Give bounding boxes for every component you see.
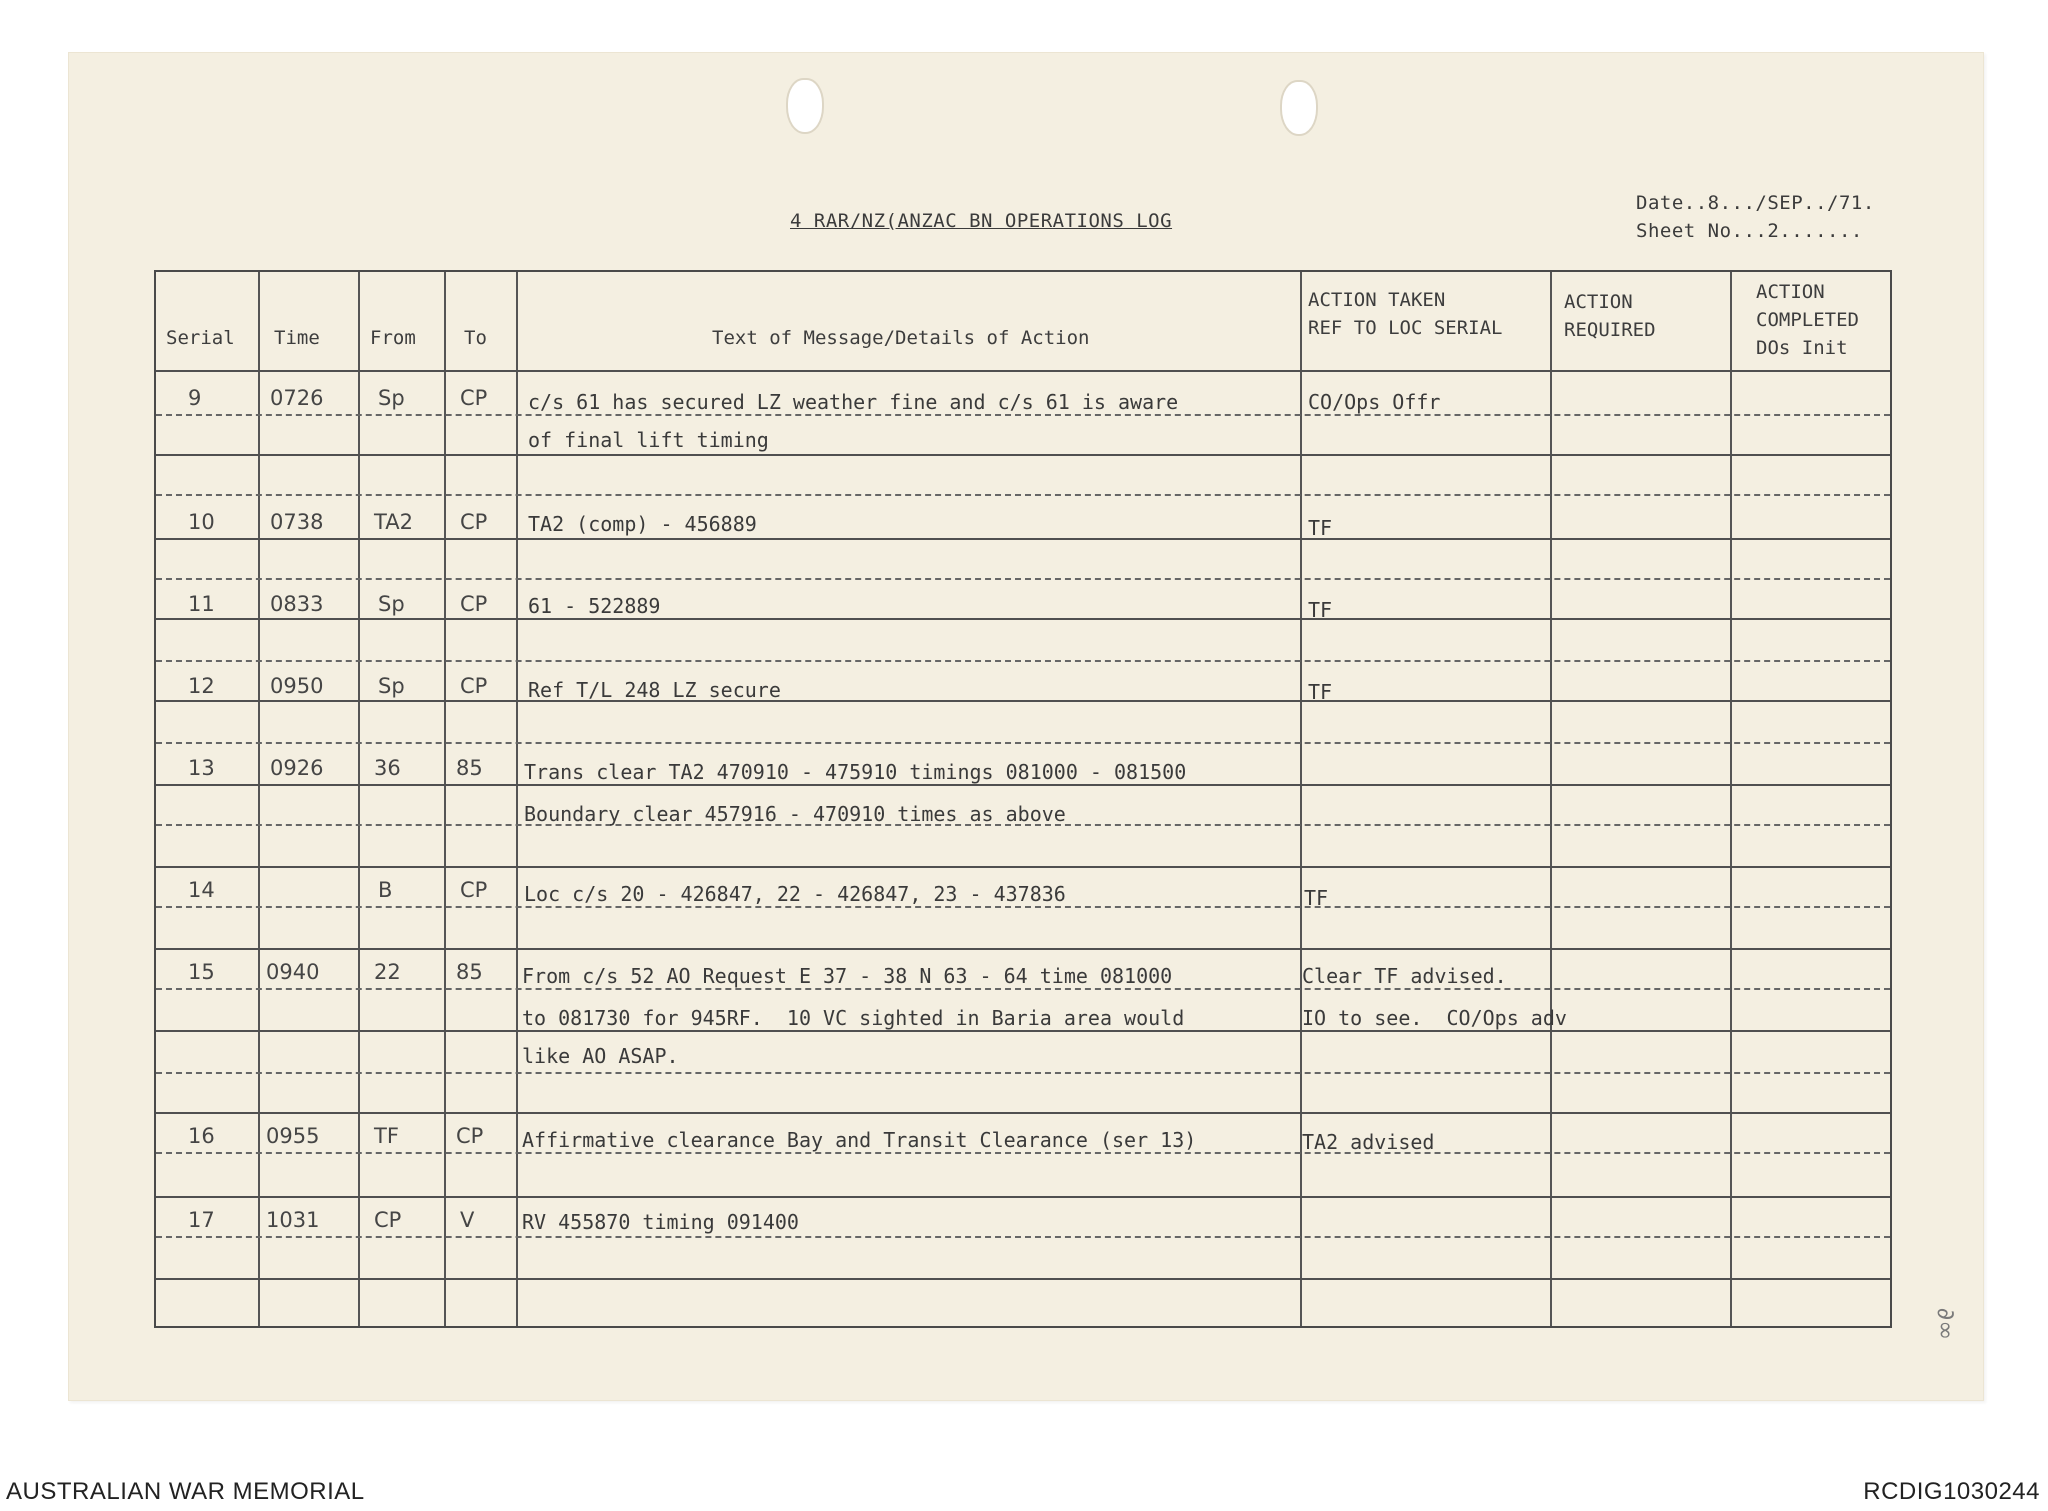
operations-log-table [154, 270, 1892, 1328]
entry-from: TF [374, 1124, 399, 1148]
entry-time: 1031 [266, 1208, 320, 1232]
entry-text-line: Affirmative clearance Bay and Transit Clearance (ser 13) [522, 1128, 1197, 1152]
column-header-to: To [464, 327, 487, 349]
entry-to: V [460, 1208, 475, 1232]
entry-from: TA2 [374, 510, 413, 534]
entry-action-taken: TF [1308, 598, 1333, 622]
entry-text-line: Boundary clear 457916 - 470910 times as above [524, 802, 1066, 826]
log-title: 4 RAR/NZ(ANZAC BN OPERATIONS LOG [790, 210, 1173, 232]
entry-serial: 9 [188, 386, 202, 410]
entry-serial: 15 [188, 960, 215, 984]
row-rule [156, 414, 1890, 416]
entry-action-taken: TF [1308, 516, 1333, 540]
row-rule [156, 618, 1890, 620]
row-rule [156, 1278, 1890, 1280]
row-rule [156, 742, 1890, 744]
column-header-from: From [370, 327, 416, 349]
entry-serial: 12 [188, 674, 215, 698]
entry-to: 85 [456, 756, 483, 780]
entry-from: 22 [374, 960, 401, 984]
entry-to: CP [460, 510, 488, 534]
row-rule [156, 1196, 1890, 1198]
column-header-text: Text of Message/Details of Action [712, 327, 1090, 349]
row-rule [156, 906, 1890, 908]
entry-text-line: c/s 61 has secured LZ weather fine and c/s 61 is aware [528, 390, 1179, 414]
row-rule [156, 1030, 1890, 1032]
sheet-number: Sheet No...2....... [1636, 220, 1863, 242]
row-rule [156, 1236, 1890, 1238]
row-rule [156, 538, 1890, 540]
row-rule [156, 784, 1890, 786]
entry-action-taken: Clear TF advised. [1302, 964, 1507, 988]
row-rule [156, 988, 1890, 990]
entry-action-taken: TA2 advised [1302, 1130, 1435, 1154]
header-rule [156, 370, 1890, 372]
pencil-mark: ∂∞ [1932, 1307, 1961, 1341]
scan-background [0, 0, 2048, 52]
column-divider [258, 272, 260, 1326]
column-divider [358, 272, 360, 1326]
entry-to: CP [460, 674, 488, 698]
entry-text-line: Ref T/L 248 LZ secure [528, 678, 781, 702]
entry-serial: 11 [188, 592, 215, 616]
entry-from: CP [374, 1208, 402, 1232]
row-rule [156, 866, 1890, 868]
entry-text-line: Trans clear TA2 470910 - 475910 timings 081000 - 081500 [524, 760, 1187, 784]
log-date: Date..8.../SEP../71. [1636, 192, 1875, 214]
entry-time: 0950 [270, 674, 324, 698]
entry-serial: 10 [188, 510, 215, 534]
entry-serial: 13 [188, 756, 215, 780]
entry-from: B [378, 878, 393, 902]
entry-action-taken: TF [1304, 886, 1329, 910]
column-divider [1550, 272, 1552, 1326]
column-divider [444, 272, 446, 1326]
entry-serial: 14 [188, 878, 215, 902]
column-header-serial: Serial [166, 327, 235, 349]
entry-time: 0738 [270, 510, 324, 534]
entry-text-line: From c/s 52 AO Request E 37 - 38 N 63 - 64 time 081000 [522, 964, 1173, 988]
column-header-action-taken: ACTION TAKEN [1308, 289, 1446, 311]
row-rule [156, 494, 1890, 496]
entry-text-line: 61 - 522889 [528, 594, 661, 618]
entry-time: 0955 [266, 1124, 320, 1148]
row-rule [156, 700, 1890, 702]
column-divider [516, 272, 518, 1326]
column-divider [1730, 272, 1732, 1326]
column-header-action-required-2: REQUIRED [1564, 319, 1656, 341]
entry-action-taken: IO to see. CO/Ops adv [1302, 1006, 1567, 1030]
entry-text-line: RV 455870 timing 091400 [522, 1210, 799, 1234]
entry-text-line: TA2 (comp) - 456889 [528, 512, 757, 536]
entry-from: Sp [378, 592, 405, 616]
entry-action-taken: CO/Ops Offr [1308, 390, 1441, 414]
entry-text-line: Loc c/s 20 - 426847, 22 - 426847, 23 - 437836 [524, 882, 1066, 906]
entry-from: Sp [378, 386, 405, 410]
column-header-action-completed-3: DOs Init [1756, 337, 1848, 359]
row-rule [156, 578, 1890, 580]
row-rule [156, 1112, 1890, 1114]
entry-text-line: like AO ASAP. [522, 1044, 679, 1068]
entry-time: 0940 [266, 960, 320, 984]
entry-to: CP [460, 386, 488, 410]
entry-from: 36 [374, 756, 401, 780]
row-rule [156, 660, 1890, 662]
row-rule [156, 1152, 1890, 1154]
column-header-action-completed: ACTION [1756, 281, 1825, 303]
entry-time: 0726 [270, 386, 324, 410]
entry-to: CP [460, 592, 488, 616]
entry-time: 0926 [270, 756, 324, 780]
entry-to: CP [456, 1124, 484, 1148]
entry-serial: 16 [188, 1124, 215, 1148]
row-rule [156, 454, 1890, 456]
column-header-action-completed-2: COMPLETED [1756, 309, 1859, 331]
entry-to: 85 [456, 960, 483, 984]
entry-time: 0833 [270, 592, 324, 616]
column-header-time: Time [274, 327, 320, 349]
punch-hole-right [1282, 82, 1316, 134]
column-divider [1300, 272, 1302, 1326]
entry-from: Sp [378, 674, 405, 698]
entry-to: CP [460, 878, 488, 902]
entry-serial: 17 [188, 1208, 215, 1232]
entry-text-line: of final lift timing [528, 428, 769, 452]
archive-reference: RCDIG1030244 [1863, 1478, 2040, 1505]
entry-action-taken: TF [1308, 680, 1333, 704]
archive-source: AUSTRALIAN WAR MEMORIAL [6, 1478, 365, 1505]
column-header-action-required: ACTION [1564, 291, 1633, 313]
entry-text-line: to 081730 for 945RF. 10 VC sighted in Baria area would [522, 1006, 1185, 1030]
row-rule [156, 948, 1890, 950]
punch-hole-left [788, 80, 822, 132]
column-header-action-taken-ref: REF TO LOC SERIAL [1308, 317, 1503, 339]
row-rule [156, 1072, 1890, 1074]
